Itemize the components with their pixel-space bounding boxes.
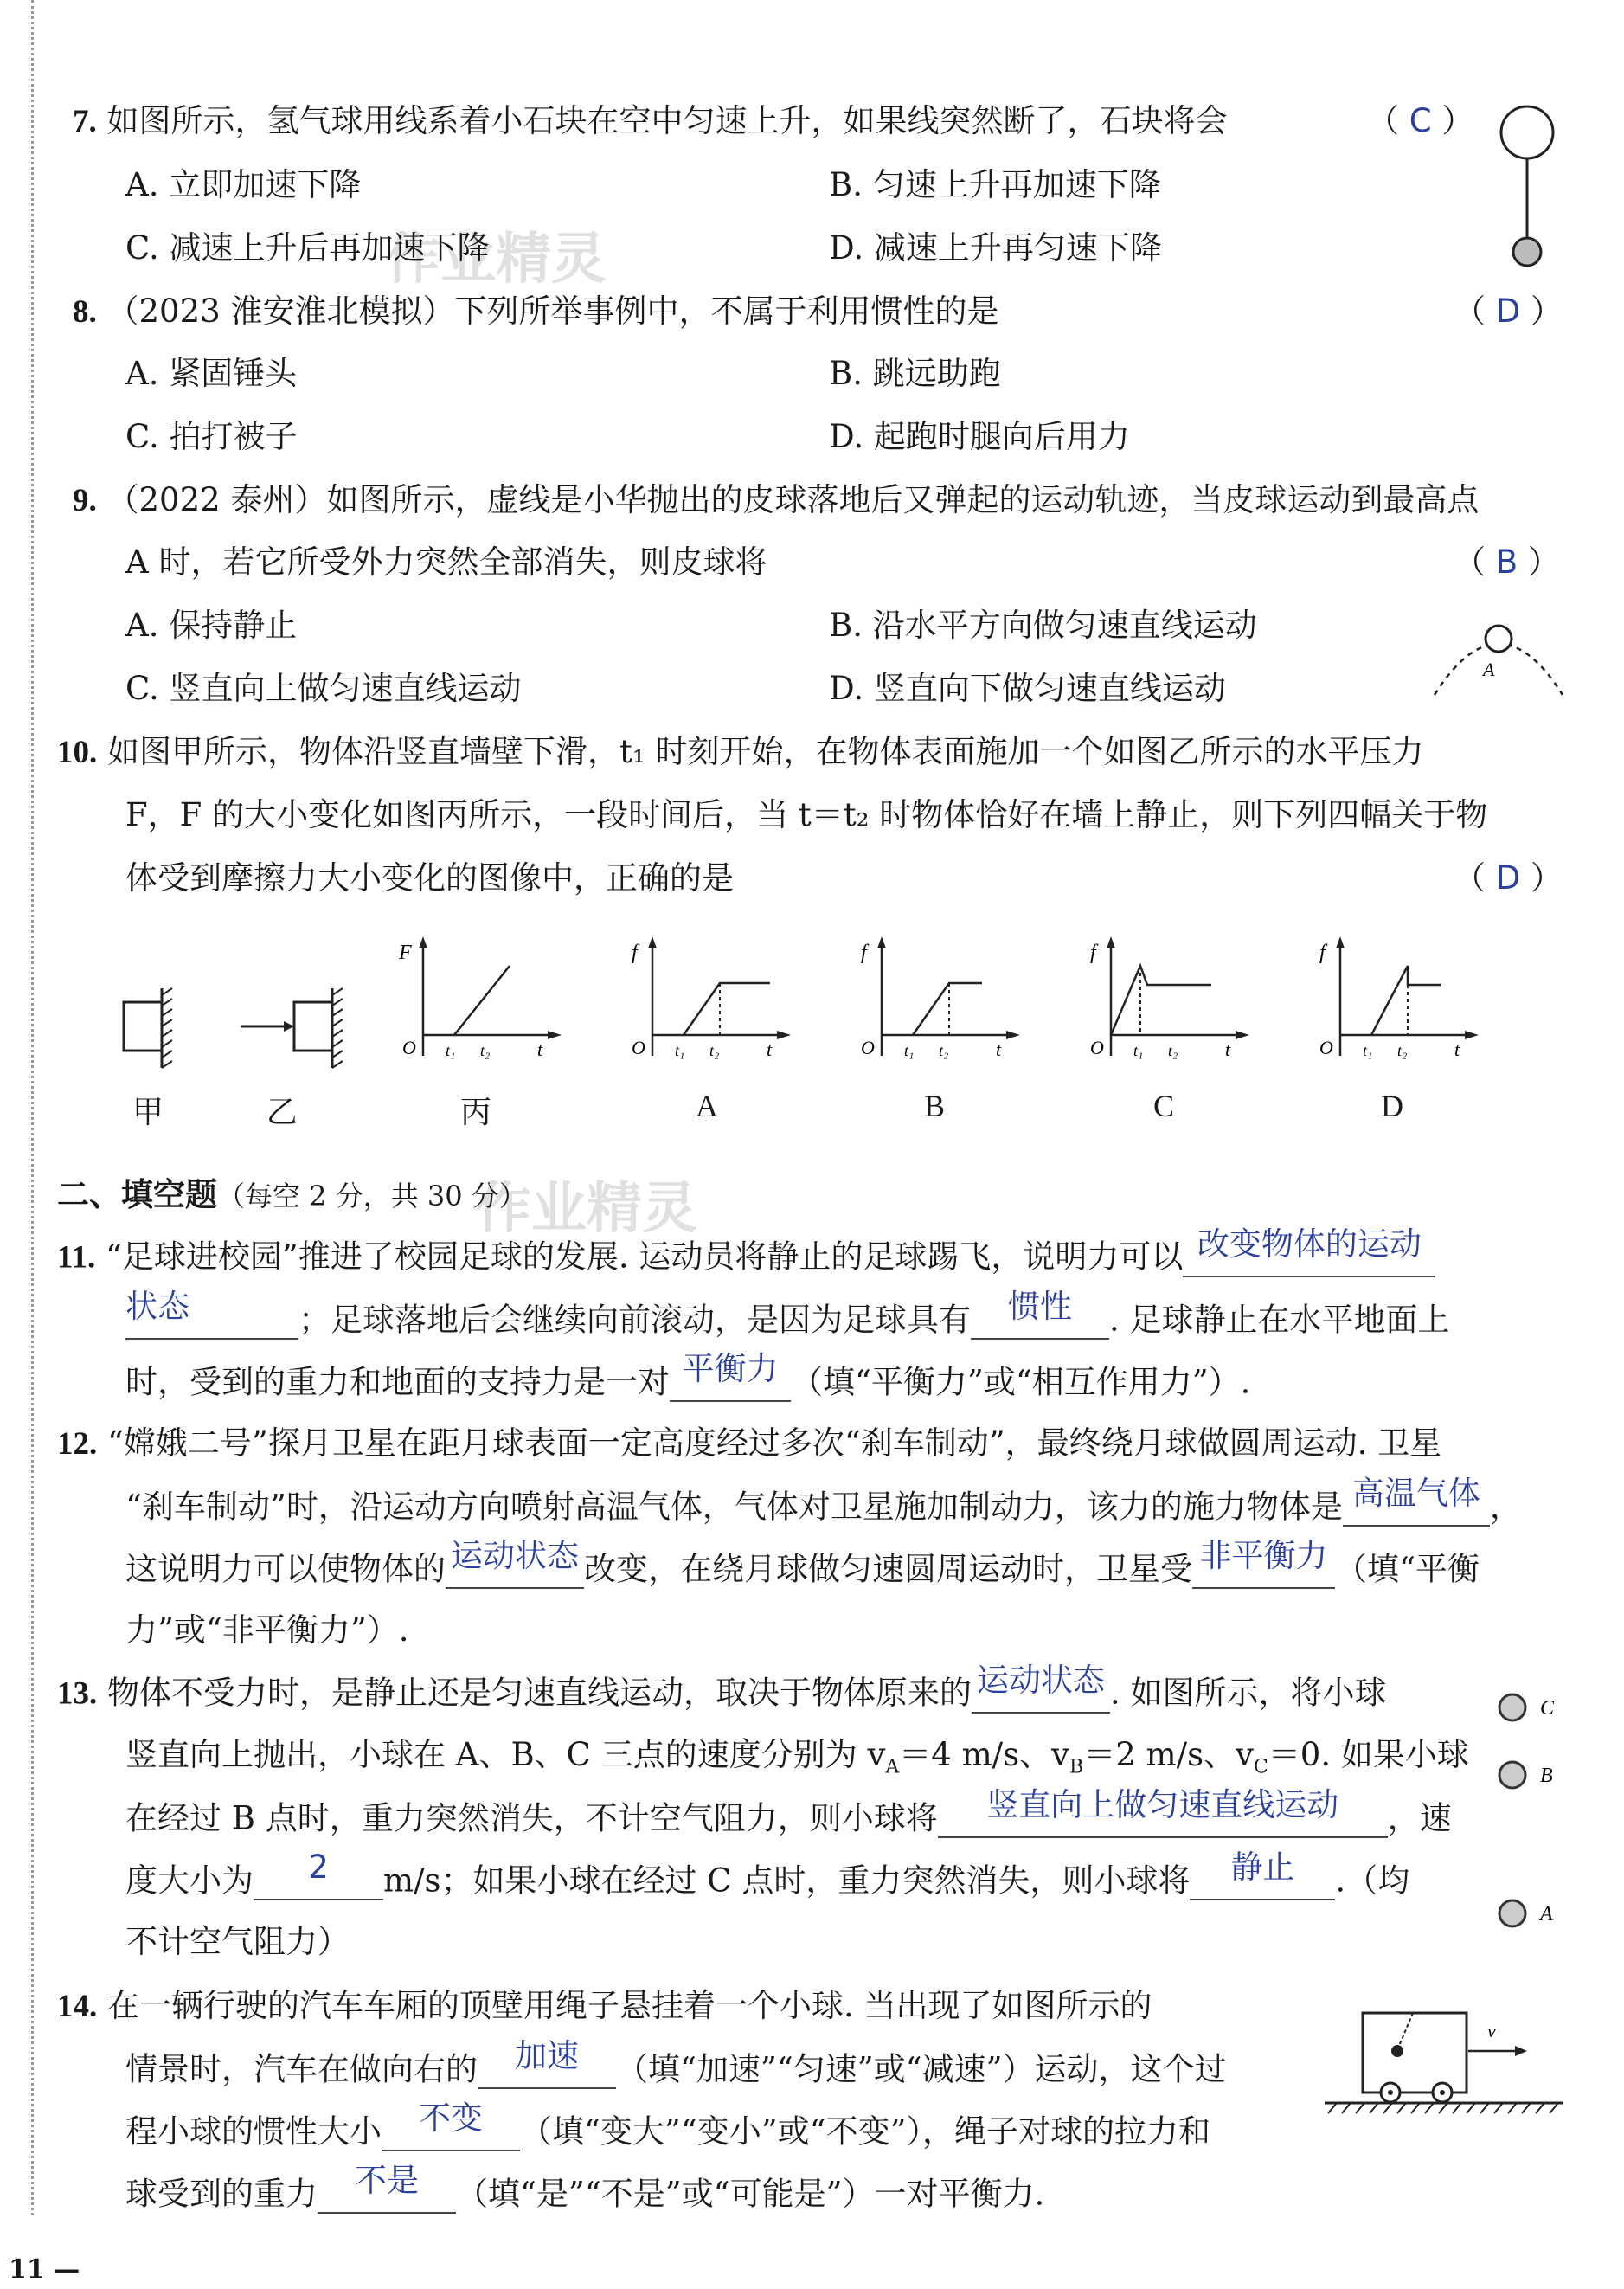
fig-option-d-graph	[1311, 935, 1484, 1073]
q7-balloon-figure	[1492, 100, 1562, 273]
q7-stem: 如图所示，氢气球用线系着小石块在空中匀速上升，如果线突然断了，石块将会	[106, 102, 1228, 139]
q13-answer-4: 静止	[1230, 1849, 1295, 1886]
q14-blank-1	[478, 2037, 616, 2089]
q13-line-2	[125, 1736, 1469, 1779]
q13-blank-4	[1190, 1849, 1335, 1900]
t1-label: t₁	[904, 1042, 915, 1059]
q13-text-2: . 如图所示，将小球	[1110, 1674, 1387, 1712]
q14-text-1: 在一辆行驶的汽车车厢的顶壁用绳子悬挂着一个小球. 当出现了如图所示的	[107, 1987, 1152, 2024]
q14-blank-3	[318, 2162, 456, 2214]
q13-blank-3	[254, 1849, 383, 1900]
car-body	[1363, 2013, 1467, 2093]
q11-blank-3	[670, 1350, 791, 1402]
q11-text-2: ；足球落地后会继续向前滚动，是因为足球具有	[298, 1301, 971, 1339]
q14-answer-2: 不变	[419, 2099, 483, 2137]
q13-line-4	[125, 1849, 1410, 1900]
point-a-label: A	[1540, 1903, 1553, 1926]
q9-stem-1: （2022 泰州）如图所示，虚线是小华抛出的皮球落地后又弹起的运动轨迹，当皮球运动到最高点	[106, 481, 1480, 518]
axis-label-f: f	[1319, 942, 1326, 964]
q13-text-6: 度大小为	[125, 1861, 254, 1900]
q13-text-4: 在经过 B 点时，重力突然消失，不计空气阻力，则小球将	[125, 1799, 938, 1837]
q10-answer: D	[1495, 859, 1521, 897]
fig-option-b-graph	[852, 935, 1025, 1073]
q13-answer-2: 竖直向上做匀速直线运动	[986, 1786, 1339, 1823]
q12-blank-3	[1192, 1537, 1335, 1589]
origin-label: O	[1319, 1037, 1333, 1058]
stone-circle	[1513, 238, 1541, 266]
q13-text-3d: ＝0. 如果小球	[1268, 1736, 1469, 1773]
section-2-heading	[57, 1175, 527, 1214]
q12-line-1	[57, 1424, 1441, 1463]
q14-car-figure	[1319, 1999, 1570, 2120]
q7-option-d: D. 减速上升再匀速下降	[829, 229, 1162, 267]
q13-line-3	[125, 1786, 1452, 1838]
q14-text-7: （填“是”“不是”或“可能是”）一对平衡力.	[456, 2175, 1045, 2213]
axis-label-f: f	[861, 942, 867, 964]
q14-answer-1: 加速	[515, 2037, 579, 2074]
q11-text-5: （填“平衡力”或“相互作用力”）.	[791, 1363, 1251, 1401]
q7-answer: C	[1409, 102, 1432, 139]
section-2-note: （每空 2 分，共 30 分）	[217, 1180, 527, 1212]
block-rect	[294, 1002, 332, 1051]
q12-answer-1: 高温气体	[1351, 1475, 1480, 1512]
q13-text-5: ，速	[1387, 1799, 1452, 1837]
q12-text-4: 这说明力可以使物体的	[125, 1550, 446, 1588]
q13-blank-1	[972, 1662, 1110, 1714]
t1-label: t₁	[446, 1042, 456, 1059]
t2-label: t₂	[709, 1042, 720, 1059]
watermark-1: 作业精灵	[385, 228, 607, 292]
q13-line-1	[57, 1662, 1387, 1714]
fig-jia-wall-block	[117, 987, 177, 1073]
force-line	[454, 966, 510, 1035]
q8-number: 8.	[73, 294, 97, 330]
q11-line-2	[125, 1288, 1450, 1340]
q10-answer-paren: （ D ）	[1454, 859, 1563, 897]
q8-stem-line	[73, 293, 998, 331]
q11-line-1	[57, 1225, 1435, 1277]
q11-answer-2: 惯性	[1008, 1288, 1072, 1325]
balloon-circle	[1501, 106, 1553, 158]
q12-text-5: 改变，在绕月球做匀速圆周运动时，卫星受	[584, 1550, 1192, 1588]
q7-answer-paren: （ C ）	[1367, 102, 1474, 139]
t1-label: t₁	[1133, 1042, 1144, 1059]
ball-at-apex	[1486, 626, 1512, 652]
q11-number: 11.	[57, 1239, 96, 1276]
q8-option-d: D. 起跑时腿向后用力	[829, 418, 1130, 455]
q13-text-3c: ＝2 m/s、v	[1083, 1736, 1254, 1773]
q13-text-3b: ＝4 m/s、v	[899, 1736, 1070, 1773]
q13-answer-3: 2	[308, 1849, 329, 1886]
t2-label: t₂	[1397, 1042, 1408, 1059]
hanging-ball	[1391, 2045, 1403, 2057]
q12-text-6: （填“平衡	[1335, 1550, 1480, 1588]
q9-answer: B	[1495, 543, 1518, 581]
fig-option-a-graph	[623, 935, 796, 1073]
velocity-label: v	[1487, 2020, 1496, 2041]
t2-label: t₂	[1168, 1042, 1178, 1059]
q14-blank-2	[382, 2099, 520, 2151]
point-a-label: A	[1483, 659, 1495, 680]
q11-text-4: 时，受到的重力和地面的支持力是一对	[125, 1363, 670, 1401]
caption-bing: 丙	[460, 1095, 492, 1129]
q9-number: 9.	[73, 483, 97, 518]
q7-stem-line	[73, 102, 1228, 141]
section-2-title: 二、填空题	[57, 1175, 217, 1213]
q12-blank-2	[446, 1537, 584, 1589]
q14-text-2: 情景时，汽车在做向右的	[125, 2050, 478, 2088]
q8-option-c: C. 拍打被子	[125, 418, 298, 455]
q9-option-b: B. 沿水平方向做匀速直线运动	[829, 607, 1257, 644]
caption-a: A	[696, 1089, 718, 1123]
q10-stem-2: F，F 的大小变化如图丙所示，一段时间后，当 t＝t₂ 时物体恰好在墙上静止，则下列四幅关于物	[125, 796, 1488, 833]
q12-blank-1	[1343, 1475, 1490, 1527]
axis-label-t: t	[537, 1038, 543, 1060]
q7-number: 7.	[73, 104, 97, 139]
q10-stem-line-1	[57, 733, 1423, 772]
q14-number: 14.	[57, 1989, 98, 2024]
q9-option-c: C. 竖直向上做匀速直线运动	[125, 670, 522, 707]
q8-option-a: A. 紧固锤头	[125, 355, 298, 392]
friction-curve	[913, 983, 982, 1035]
q14-answer-3: 不是	[355, 2162, 419, 2199]
q13-sub-a: A	[885, 1756, 900, 1778]
q7-option-a: A. 立即加速下降	[125, 166, 362, 203]
q12-answer-3: 非平衡力	[1199, 1537, 1328, 1574]
q11-answer-3: 平衡力	[682, 1350, 779, 1387]
q12-line-3	[125, 1537, 1480, 1589]
point-a-ball	[1499, 1900, 1525, 1926]
q13-sub-c: C	[1253, 1756, 1268, 1778]
friction-curve	[1371, 966, 1441, 1035]
q13-number: 13.	[57, 1675, 98, 1712]
q13-text-9: 不计空气阻力）	[125, 1923, 350, 1960]
q14-line-1	[57, 1987, 1152, 2026]
t2-label: t₂	[939, 1042, 949, 1059]
q8-stem: （2023 淮安淮北模拟）下列所举事例中，不属于利用惯性的是	[106, 293, 999, 330]
q14-line-4	[125, 2162, 1045, 2214]
axis-label-f: f	[1090, 942, 1096, 964]
origin-label: O	[402, 1037, 416, 1058]
q13-text-8: .（均	[1335, 1861, 1410, 1900]
q10-stem-1: 如图甲所示，物体沿竖直墙壁下滑，t₁ 时刻开始，在物体表面施加一个如图乙所示的水平压力	[107, 733, 1424, 770]
q12-text-7: 力”或“非平衡力”）.	[125, 1611, 409, 1649]
q14-line-3	[125, 2099, 1210, 2151]
caption-c: C	[1153, 1089, 1175, 1123]
q13-blank-2	[938, 1786, 1388, 1838]
q13-text-3: 竖直向上抛出，小球在 A、B、C 三点的速度分别为 v	[125, 1736, 886, 1773]
axis-label-t: t	[996, 1038, 1002, 1060]
q10-stem-3: 体受到摩擦力大小变化的图像中，正确的是	[125, 859, 734, 897]
caption-yi: 乙	[266, 1095, 298, 1129]
q11-blank-1b	[125, 1288, 298, 1340]
q14-line-2	[125, 2037, 1227, 2089]
q11-text-3: . 足球静止在水平地面上	[1109, 1301, 1450, 1339]
q14-text-3: （填“加速”“匀速”或“减速”）运动，这个过	[616, 2050, 1227, 2088]
fig-bing-force-graph	[394, 935, 567, 1073]
q13-text-1: 物体不受力时，是静止还是匀速直线运动，取决于物体原来的	[107, 1674, 972, 1712]
q11-blank-2	[971, 1288, 1109, 1340]
axis-label-F: F	[399, 942, 412, 964]
q9-trajectory-figure	[1428, 610, 1570, 705]
point-c-label: C	[1540, 1697, 1555, 1720]
axis-label-t: t	[1225, 1038, 1231, 1060]
q14-text-6: 球受到的重力	[125, 2175, 318, 2213]
q8-answer: D	[1495, 293, 1521, 330]
q12-text-3: ，	[1489, 1488, 1522, 1526]
t1-label: t₁	[675, 1042, 685, 1059]
q12-text-2: “刹车制动”时，沿运动方向喷射高温气体，气体对卫星施加制动力，该力的施力物体是	[125, 1488, 1343, 1526]
axis-label-t: t	[767, 1038, 773, 1060]
fig-option-c-graph	[1082, 935, 1255, 1073]
q7-option-c: C. 减速上升后再加速下降	[125, 229, 490, 267]
q11-answer-1b: 状态	[125, 1288, 189, 1325]
q11-answer-1a: 改变物体的运动	[1197, 1225, 1422, 1263]
t1-label: t₁	[1363, 1042, 1373, 1059]
q14-text-4: 程小球的惯性大小	[125, 2112, 382, 2151]
q7-option-b: B. 匀速上升再加速下降	[829, 166, 1161, 203]
axis-label-f: f	[632, 942, 638, 964]
q9-answer-paren: （ B ）	[1454, 543, 1560, 581]
q8-answer-paren: （ D ）	[1454, 293, 1563, 330]
caption-jia: 甲	[132, 1095, 164, 1129]
point-b-label: B	[1540, 1765, 1553, 1787]
q13-answer-1: 运动状态	[977, 1662, 1106, 1699]
caption-d: D	[1381, 1089, 1403, 1123]
q10-number: 10.	[57, 735, 98, 770]
q14-text-5: （填“变大”“变小”或“不变”），绳子对球的拉力和	[520, 2112, 1210, 2151]
q9-option-d: D. 竖直向下做匀速直线运动	[829, 670, 1226, 707]
t2-label: t₂	[480, 1042, 491, 1059]
origin-label: O	[1090, 1037, 1104, 1058]
page-number: 11 —	[9, 2254, 80, 2285]
binding-margin-line	[31, 0, 34, 2215]
q9-option-a: A. 保持静止	[125, 607, 298, 644]
block-rect	[124, 1002, 162, 1051]
q13-text-7: m/s；如果小球在经过 C 点时，重力突然消失，则小球将	[383, 1861, 1191, 1900]
q12-text-1: “嫦娥二号”探月卫星在距月球表面一定高度经过多次“刹车制动”，最终绕月球做圆周运动. 卫星	[107, 1424, 1442, 1462]
q12-number: 12.	[57, 1426, 98, 1462]
watermark-2: 作业精灵	[476, 1177, 697, 1241]
point-b-ball	[1499, 1762, 1525, 1788]
q11-line-3	[125, 1350, 1251, 1402]
q11-blank-1a	[1183, 1225, 1435, 1277]
fig-yi-wall-hatch	[332, 987, 346, 1073]
q9-stem-2: A 时，若它所受外力突然全部消失，则皮球将	[125, 543, 767, 581]
friction-curve	[1111, 966, 1211, 1035]
point-c-ball	[1499, 1694, 1525, 1720]
origin-label: O	[861, 1037, 875, 1058]
fig-yi-pressed-block	[234, 987, 337, 1073]
q11-text-1: “足球进校园”推进了校园足球的发展. 运动员将静止的足球踢飞，说明力可以	[105, 1238, 1184, 1276]
q13-ball-points-figure	[1488, 1683, 1566, 1943]
q9-stem-line-1	[73, 481, 1479, 520]
caption-b: B	[924, 1089, 946, 1123]
origin-label: O	[632, 1037, 645, 1058]
axis-label-t: t	[1454, 1038, 1460, 1060]
q13-sub-b: B	[1069, 1756, 1084, 1778]
q8-option-b: B. 跳远助跑	[829, 355, 1001, 392]
friction-curve	[684, 983, 770, 1035]
q12-answer-2: 运动状态	[451, 1537, 579, 1574]
q12-line-2	[125, 1475, 1522, 1527]
